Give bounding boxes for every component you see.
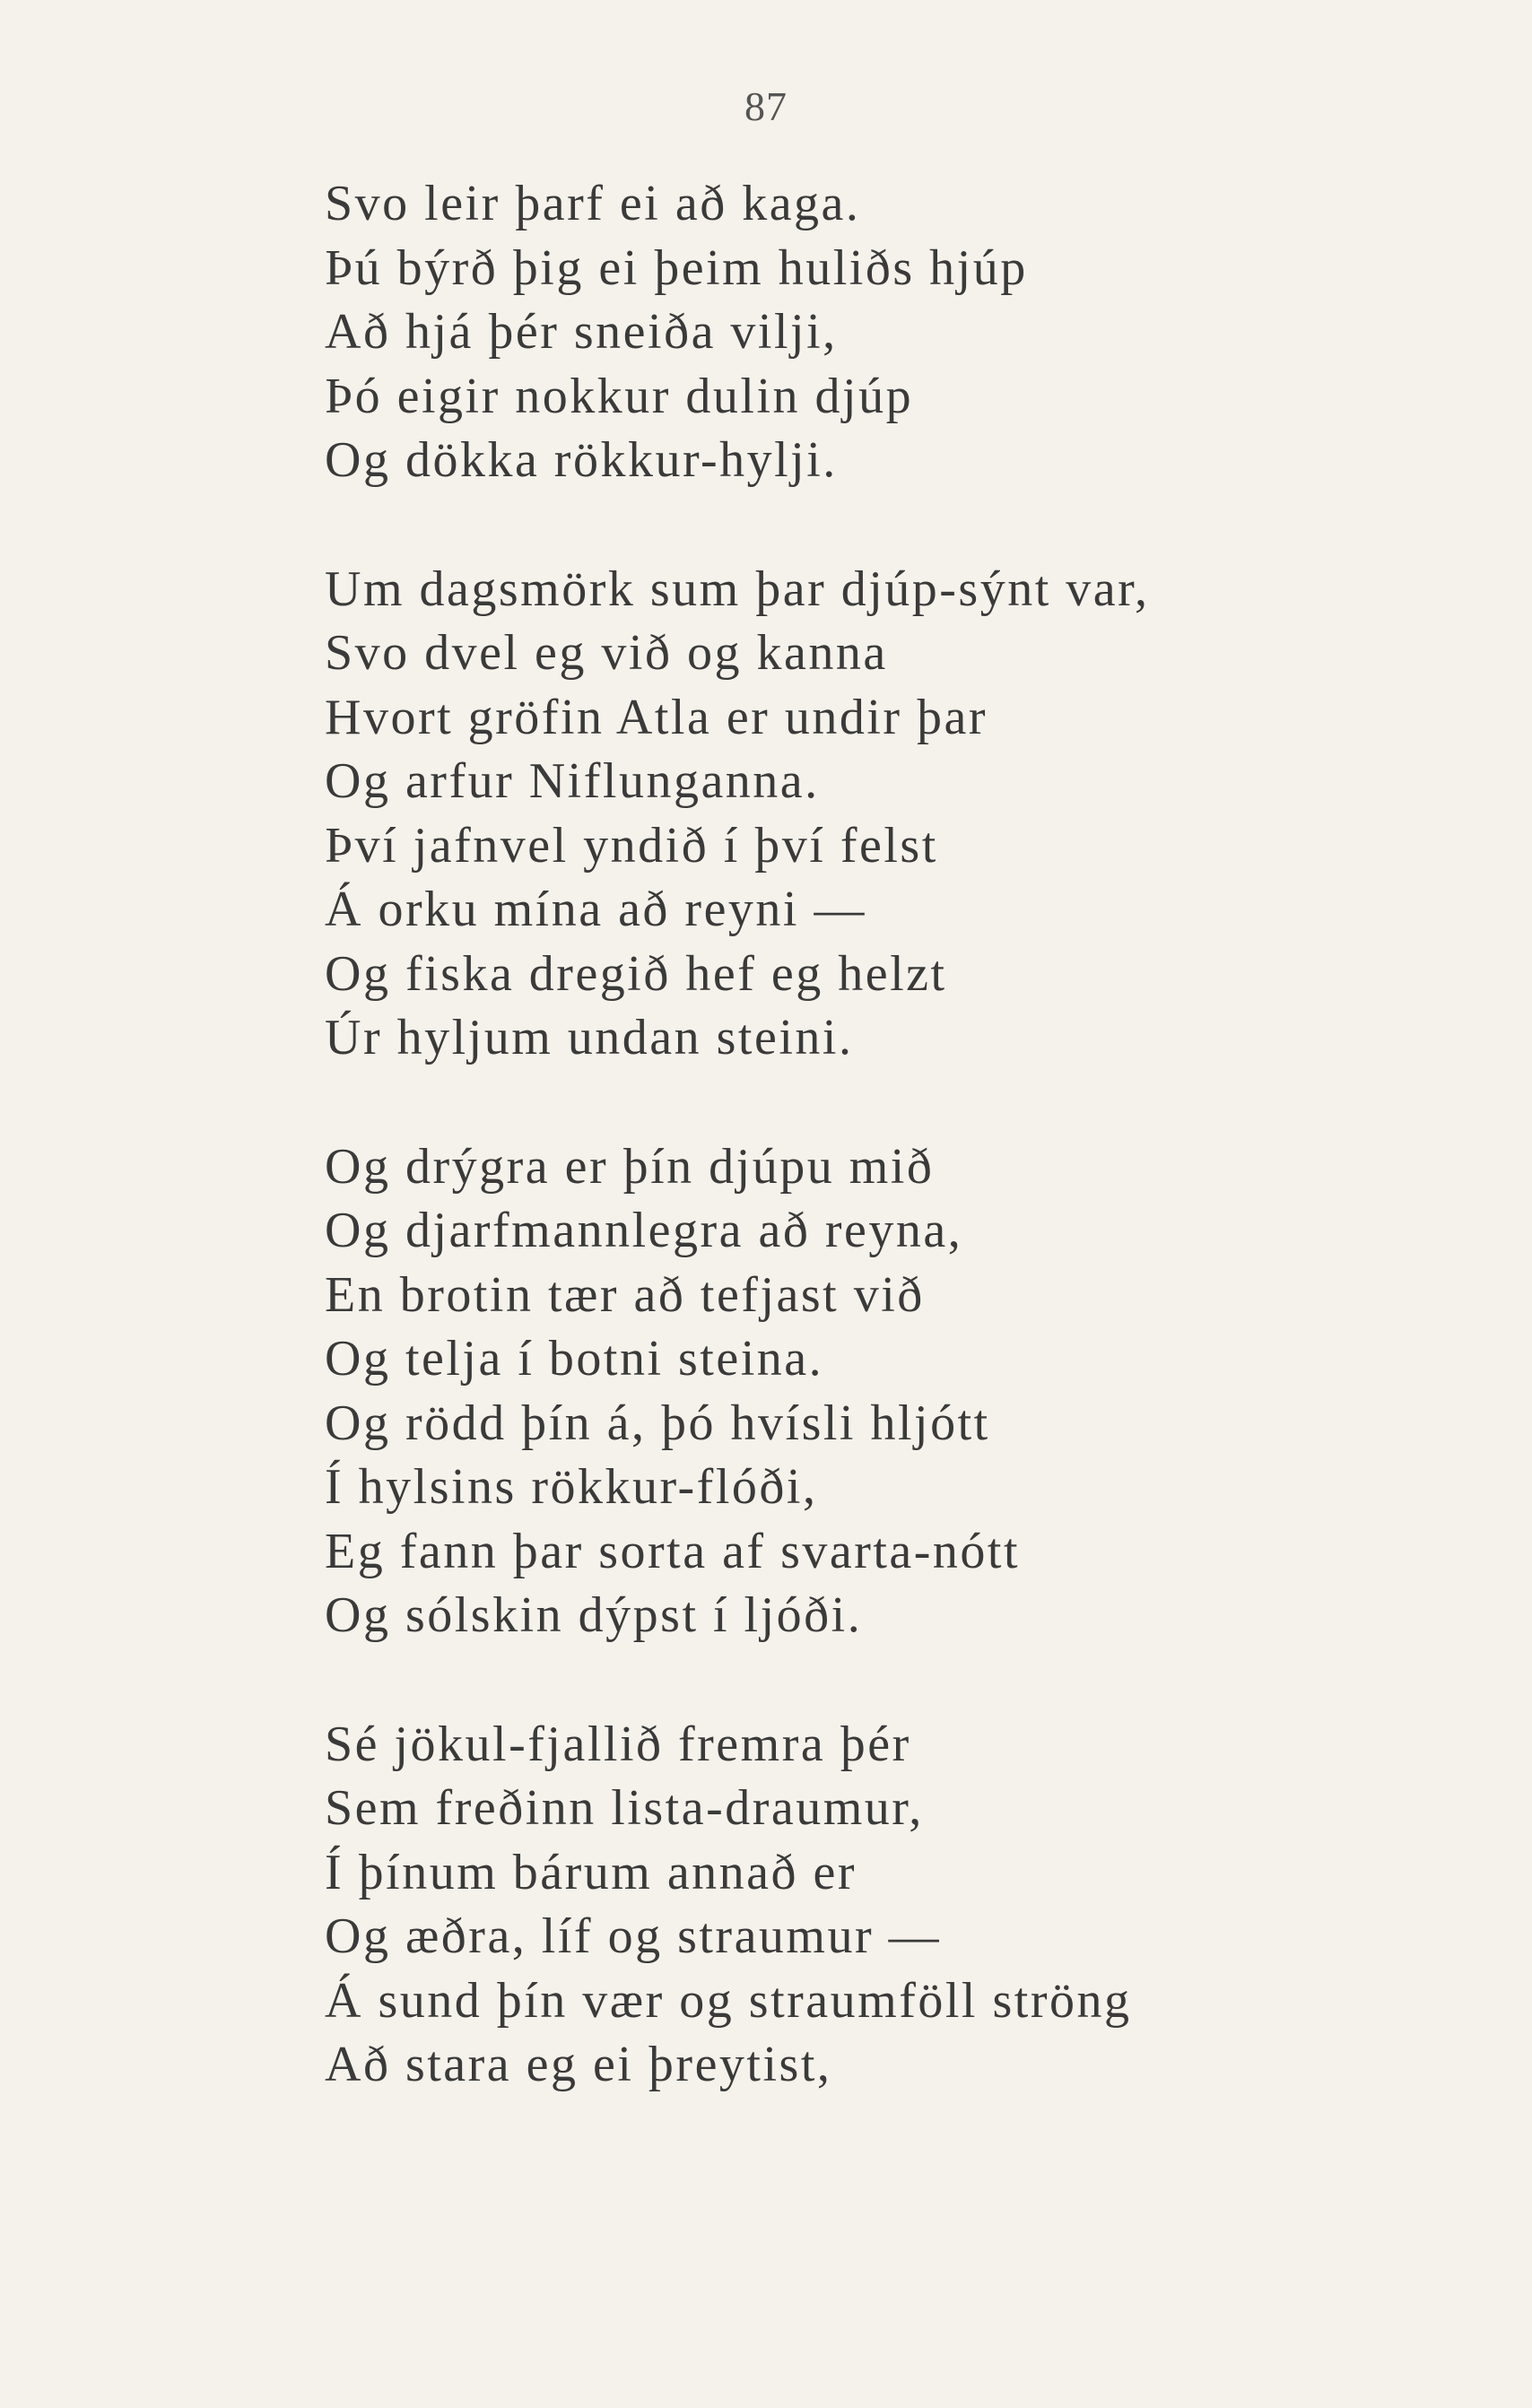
verse-line: Um dagsmörk sum þar djúp-sýnt var,	[325, 561, 1150, 617]
verse-line: Að stara eg ei þreytist,	[325, 2037, 832, 2092]
verse-line: Sé jökul-fjallið fremra þér	[325, 1716, 911, 1772]
verse-line: Á sund þín vær og straumföll ströng	[325, 1972, 1132, 2029]
verse-line: Eg fann þar sorta af svarta-nótt	[325, 1523, 1021, 1579]
verse-line: Í þínum bárum annað er	[325, 1844, 857, 1900]
verse-line: Því jafnvel yndið í því felst	[325, 817, 938, 874]
verse-line: Og rödd þín á, þó hvísli hljótt	[325, 1395, 990, 1451]
verse-line: Þú býrð þig ei þeim huliðs hjúp	[325, 239, 1028, 296]
verse-line: Og djarfmannlegra að reyna,	[325, 1203, 963, 1258]
stanza-2	[325, 558, 1222, 1071]
verse-line: Og drýgra er þín djúpu mið	[325, 1138, 935, 1195]
verse-line: Þó eigir nokkur dulin djúp	[325, 368, 914, 424]
verse-line: Á orku mína að reyni —	[325, 882, 866, 937]
stanza-4	[325, 1713, 1222, 2098]
verse-line: En brotin tær að tefjast við	[325, 1266, 925, 1323]
stanza-3	[325, 1135, 1222, 1648]
verse-line: Hvort gröfin Atla er undir þar	[325, 689, 988, 745]
page-number: 87	[744, 83, 788, 129]
verse-line: Og fiska dregið hef eg helzt	[325, 945, 947, 1002]
verse-line: Og sólskin dýpst í ljóði.	[325, 1587, 863, 1643]
stanza-1	[325, 172, 1222, 493]
verse-line: Og æðra, líf og straumur —	[325, 1908, 942, 1964]
verse-line: Svo leir þarf ei að kaga.	[325, 176, 861, 231]
verse-line: Sem freðinn lista-draumur,	[325, 1780, 924, 1836]
poem	[325, 172, 1222, 2162]
verse-line: Svo dvel eg við og kanna	[325, 625, 888, 681]
verse-line: Og telja í botni steina.	[325, 1331, 824, 1387]
verse-line: Úr hyljum undan steini.	[325, 1010, 854, 1065]
verse-line: Og arfur Niflunganna.	[325, 753, 820, 809]
verse-line: Í hylsins rökkur-flóði,	[325, 1459, 818, 1515]
verse-line: Og dökka rökkur-hylji.	[325, 432, 838, 488]
verse-line: Að hjá þér sneiða vilji,	[325, 304, 838, 360]
